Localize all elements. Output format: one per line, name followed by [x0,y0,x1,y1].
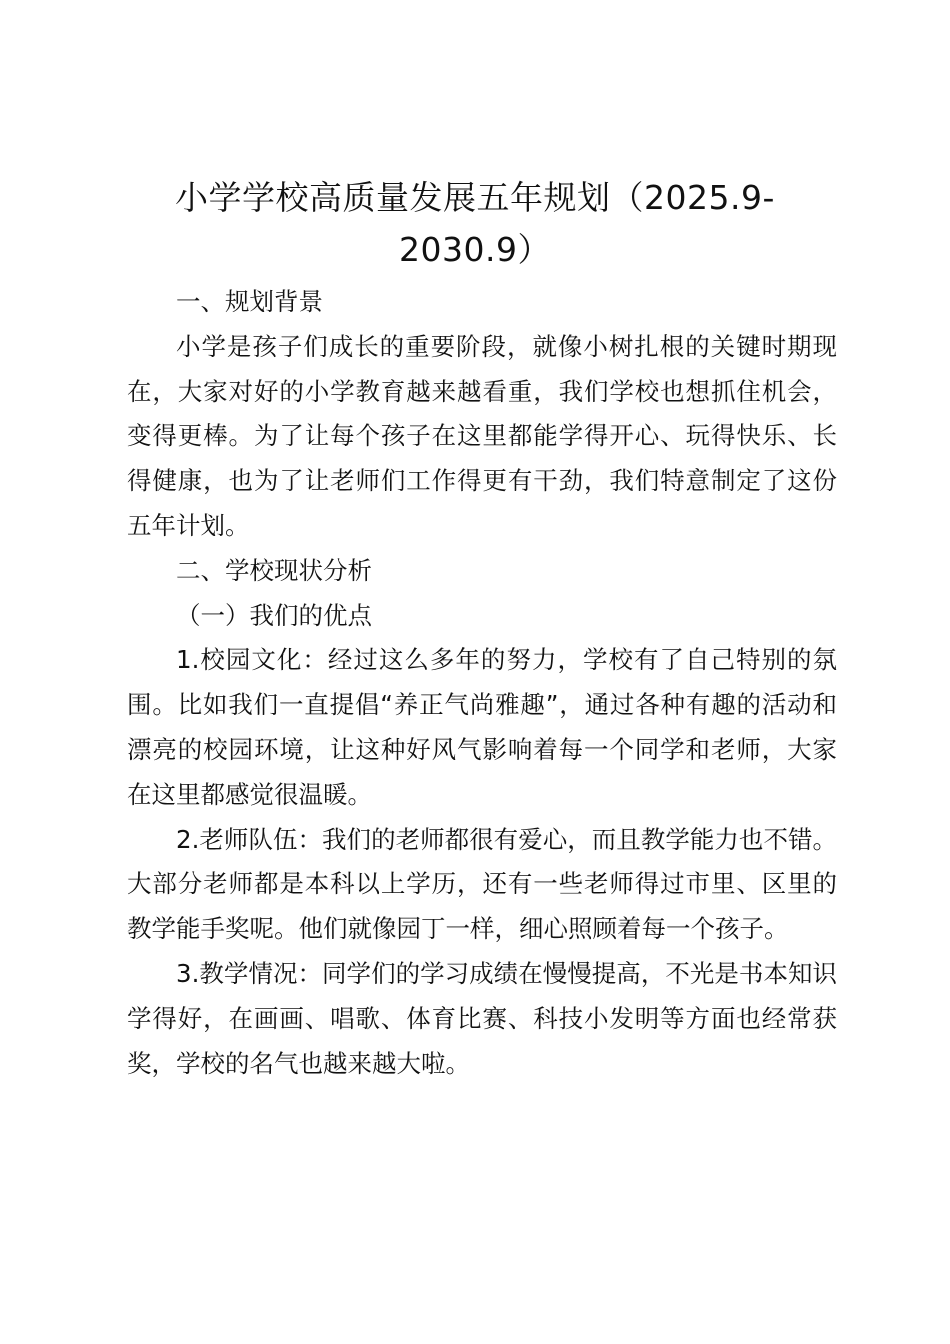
paragraph-campus-culture: 1.校园文化：经过这么多年的努力，学校有了自己特别的氛围。比如我们一直提倡“养正气尚雅趣”，通过各种有趣的活动和漂亮的校园环境，让这种好风气影响着每一个同学和老师，大家在这里都感觉很温暖。 [127,645,837,809]
heading-status-analysis: 二、学校现状分析 [176,555,372,585]
paragraph-teaching: 3.教学情况：同学们的学习成绩在慢慢提高，不光是书本知识学得好，在画画、唱歌、体育比赛、科技小发明等方面也经常获奖，学校的名气也越来越大啦。 [127,958,837,1078]
subheading-strengths: （一）我们的优点 [176,600,372,630]
paragraph-teachers: 2.老师队伍：我们的老师都很有爱心，而且教学能力也不错。大部分老师都是本科以上学历，还有一些老师得过市里、区里的教学能手奖呢。他们就像园丁一样，细心照顾着每一个孩子。 [127,824,837,944]
paragraph-background: 小学是孩子们成长的重要阶段，就像小树扎根的关键时期现在，大家对好的小学教育越来越看重，我们学校也想抓住机会，变得更棒。为了让每个孩子在这里都能学得开心、玩得快乐、长得健康，也为了让老师们工作得更有干劲，我们特意制定了这份五年计划。 [127,331,837,540]
heading-planning-background: 一、规划背景 [176,287,323,316]
document-title: 小学学校高质量发展五年规划（2025.9-2030.9） [175,178,775,269]
document-body [127,280,837,1086]
